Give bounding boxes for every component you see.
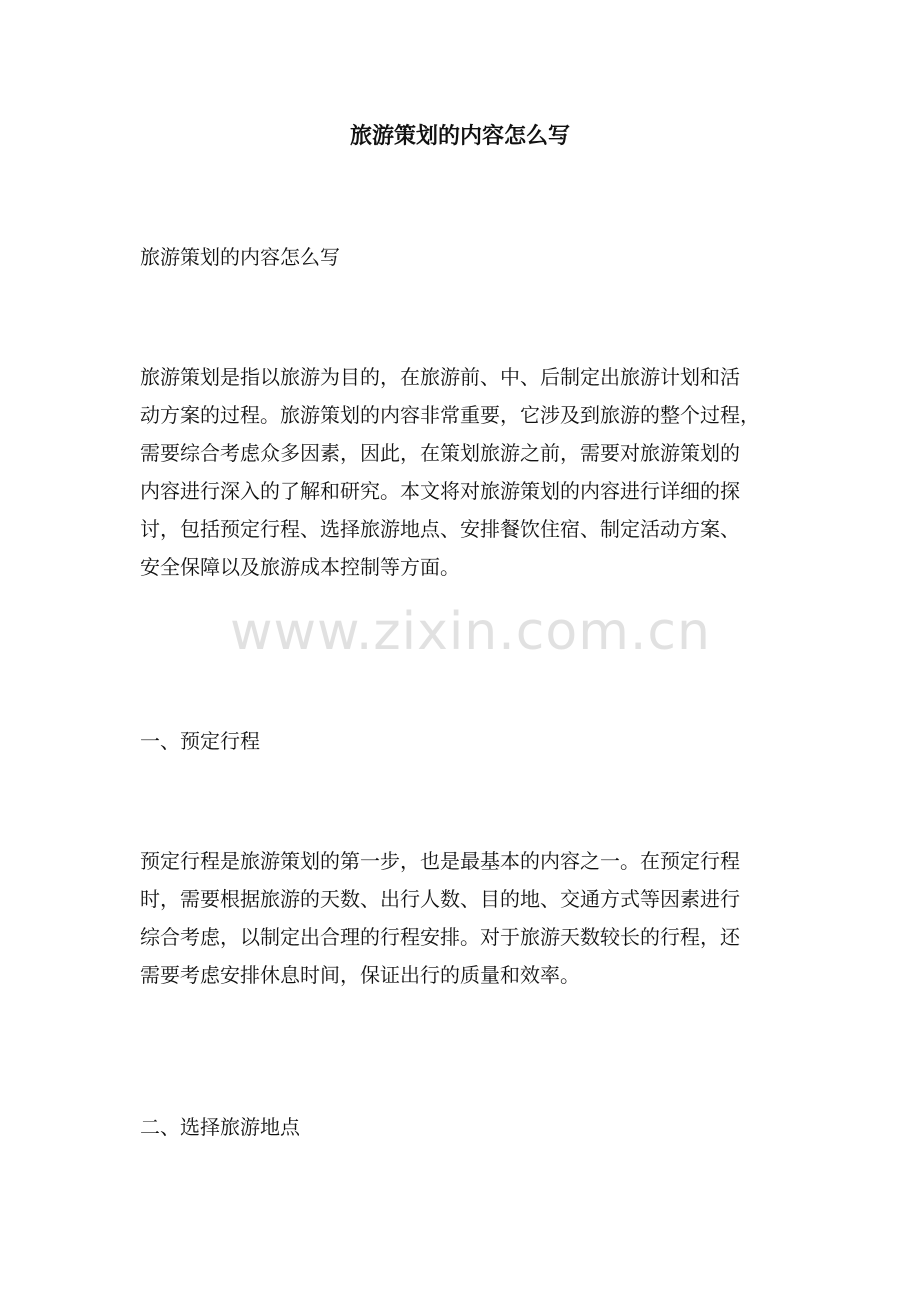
document-subtitle [140,238,800,276]
subtitle-text: 旅游策划的内容怎么写 [140,245,340,269]
section-1-line: 预定行程是旅游策划的第一步，也是最基本的内容之一。在预定行程 [140,849,740,873]
intro-line: 讨，包括预定行程、选择旅游地点、安排餐饮住宿、制定活动方案、 [140,517,740,541]
watermark: www.zixin.com.cn [230,602,711,662]
section-1-line: 需要考虑安排休息时间，保证出行的质量和效率。 [140,963,580,987]
section-1-line: 时，需要根据旅游的天数、出行人数、目的地、交通方式等因素进行 [140,887,740,911]
intro-line: 安全保障以及旅游成本控制等方面。 [140,555,460,579]
section-1-paragraph [140,842,800,994]
section-heading-1 [140,722,800,760]
intro-paragraph [140,358,800,586]
section-heading-text: 二、选择旅游地点 [140,1115,300,1139]
intro-line: 需要综合考虑众多因素，因此，在策划旅游之前，需要对旅游策划的 [140,441,740,465]
section-heading-2 [140,1108,800,1146]
document-title: 旅游策划的内容怎么写 [349,123,570,149]
intro-line: 内容进行深入的了解和研究。本文将对旅游策划的内容进行详细的探 [140,479,740,503]
intro-line: 旅游策划是指以旅游为目的，在旅游前、中、后制定出旅游计划和活 [140,365,740,389]
section-1-line: 综合考虑，以制定出合理的行程安排。对于旅游天数较长的行程，还 [140,925,740,949]
intro-line: 动方案的过程。旅游策划的内容非常重要，它涉及到旅游的整个过程， [140,403,760,427]
section-heading-text: 一、预定行程 [140,729,260,753]
